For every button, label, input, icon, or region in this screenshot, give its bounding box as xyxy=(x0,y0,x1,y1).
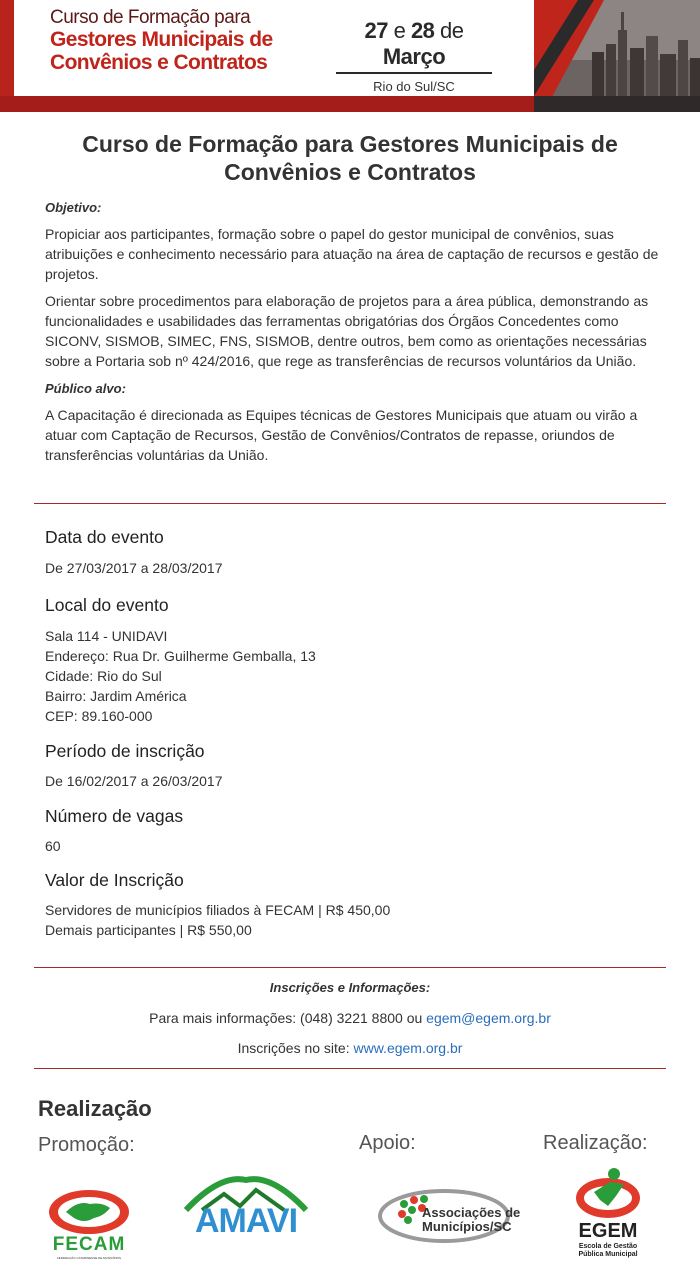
associacoes-line2: Municípios/SC xyxy=(422,1219,512,1234)
valor-heading: Valor de Inscrição xyxy=(45,870,184,890)
objetivo-paragraph-2: Orientar sobre procedimentos para elaboração de projetos para a área pública, demonstrando as funcionalidades e usabilidades das ferramentas obrigatórias dos Órgãos Concedentes como SICONV, SISMOB, SIMEC, FNS, SISMOB, dentre outros, bem como as orientações necessárias sobre a Portaria sob nº 424/2016, que rege as transferências de recursos voluntários da União. xyxy=(45,293,649,369)
associacoes-wordmark xyxy=(422,1206,520,1234)
vagas-heading: Número de vagas xyxy=(45,806,184,826)
banner-date-range xyxy=(336,18,492,74)
banner-accent-bar xyxy=(0,0,14,96)
vagas-value: 60 xyxy=(45,838,61,854)
egem-subtitle xyxy=(570,1243,646,1259)
publico-label: Público alvo: xyxy=(45,381,126,396)
apoio-label: Apoio: xyxy=(359,1132,416,1154)
realizacao-title: Realização xyxy=(38,1096,152,1121)
realizacao-label: Realização: xyxy=(543,1132,648,1154)
local-line-2: Endereço: Rua Dr. Guilherme Gemballa, 13 xyxy=(45,648,316,664)
banner-title-line2: Gestores Municipais de xyxy=(50,28,273,51)
info-site-text: Inscrições no site: xyxy=(237,1040,354,1056)
info-site-line xyxy=(34,1040,666,1056)
site-link[interactable]: www.egem.org.br xyxy=(353,1040,463,1056)
periodo-value: De 16/02/2017 a 26/03/2017 xyxy=(45,773,223,789)
info-heading: Inscrições e Informações: xyxy=(269,980,431,995)
divider-1 xyxy=(34,503,666,504)
amavi-logo[interactable] xyxy=(180,1172,312,1244)
associacoes-line1: Associações de xyxy=(422,1205,521,1220)
objetivo-label: Objetivo: xyxy=(45,200,102,215)
local-line-4: Bairro: Jardim América xyxy=(45,688,187,704)
objetivo-paragraph-1: Propiciar aos participantes, formação sobre o papel do gestor municipal de convênios, suas atribuições e conhecimento necessário para atuação na área de captação de recursos e gestão de projetos. xyxy=(45,226,659,282)
egem-subtitle-line1: Escola de Gestão xyxy=(578,1243,638,1250)
valor-line-2: Demais participantes | R$ 550,00 xyxy=(45,922,252,938)
banner-title xyxy=(50,8,273,73)
fecam-logo[interactable] xyxy=(44,1186,134,1262)
local-line-1: Sala 114 - UNIDAVI xyxy=(45,628,168,644)
banner-title-line1: Curso de Formação para xyxy=(50,7,251,28)
info-contact-line xyxy=(34,1010,666,1026)
periodo-heading: Período de inscrição xyxy=(45,741,205,761)
promocao-label: Promoção: xyxy=(38,1134,135,1156)
local-line-3: Cidade: Rio do Sul xyxy=(45,668,162,684)
egem-subtitle-line2: Pública Municipal xyxy=(578,1251,638,1258)
divider-2 xyxy=(34,967,666,968)
page-title: Curso de Formação para Gestores Municipais de Convênios e Contratos xyxy=(82,131,618,185)
info-contact-text: Para mais informações: (048) 3221 8800 ou xyxy=(149,1010,427,1026)
valor-line-1: Servidores de municípios filiados à FECAM | R$ 450,00 xyxy=(45,902,391,918)
publico-paragraph: A Capacitação é direcionada as Equipes técnicas de Gestores Municipais que atuam ou virão a atuar com Captação de Recursos, Gestão de Convênios/Contratos de repasse, oriundos de transferências voluntárias da União. xyxy=(45,407,638,463)
date-day-start: 27 xyxy=(364,18,388,43)
city-skyline-image xyxy=(534,0,700,112)
email-link[interactable]: egem@egem.org.br xyxy=(426,1010,551,1026)
fecam-subtitle: FEDERAÇÃO CATARINENSE DE MUNICÍPIOS xyxy=(56,1256,122,1260)
egem-emblem-icon xyxy=(570,1166,646,1224)
date-connector: e xyxy=(393,18,406,43)
fecam-wordmark: FECAM xyxy=(52,1234,126,1255)
data-value: De 27/03/2017 a 28/03/2017 xyxy=(45,560,223,576)
local-heading: Local do evento xyxy=(45,595,169,615)
egem-logo[interactable] xyxy=(570,1166,646,1266)
banner-location: Rio do Sul/SC xyxy=(373,79,455,94)
banner-title-line3: Convênios e Contratos xyxy=(50,51,268,74)
date-preposition: de xyxy=(440,18,464,43)
header-banner xyxy=(0,0,700,112)
date-month: Março xyxy=(382,44,446,69)
data-heading: Data do evento xyxy=(45,527,164,547)
banner-date xyxy=(336,18,492,94)
egem-wordmark: EGEM xyxy=(578,1220,638,1242)
associacoes-logo[interactable] xyxy=(378,1186,526,1244)
date-day-end: 28 xyxy=(410,18,435,43)
course-description xyxy=(34,112,666,465)
amavi-wordmark: AMAVI xyxy=(194,1202,298,1240)
divider-3 xyxy=(34,1068,666,1069)
local-line-5: CEP: 89.160-000 xyxy=(45,708,153,724)
